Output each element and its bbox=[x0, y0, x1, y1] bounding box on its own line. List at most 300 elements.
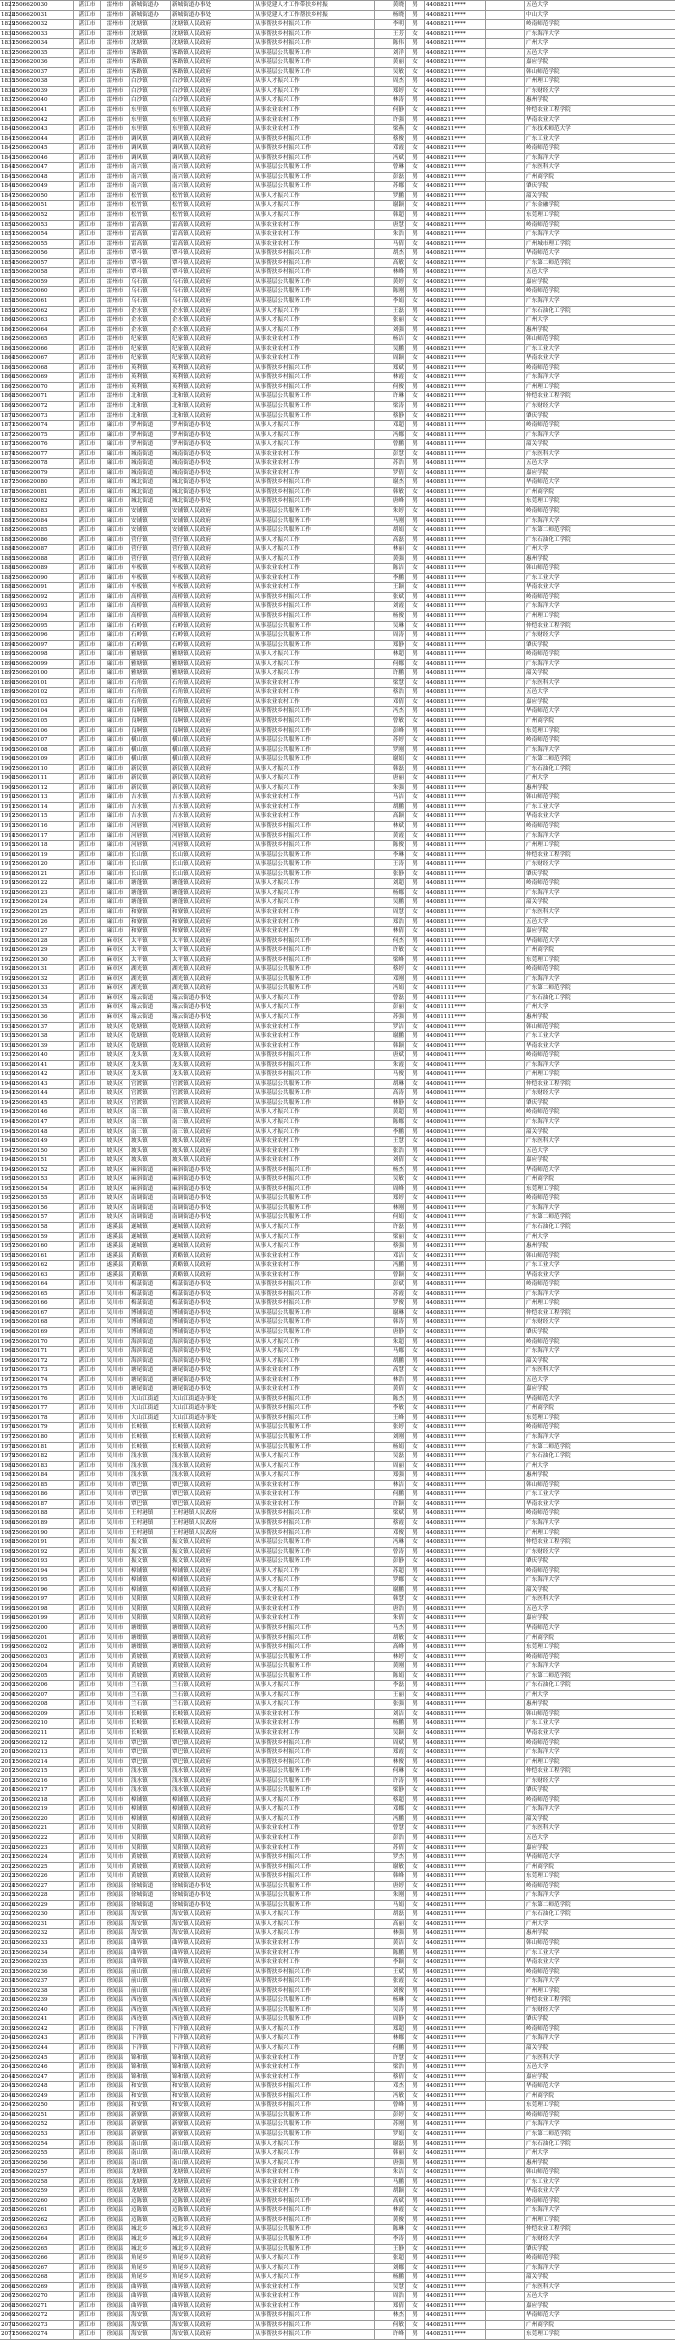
service-post-cell: 从事农业农村工作 bbox=[254, 354, 375, 364]
recruiting-unit-cell: 前山镇人民政府 bbox=[171, 1977, 254, 1987]
row-number-cell: 1993 bbox=[0, 1585, 11, 1595]
row-number-cell: 1979 bbox=[0, 1452, 11, 1462]
gender-cell: 女 bbox=[406, 2110, 425, 2120]
district-cell: 前山镇 bbox=[130, 1967, 171, 1977]
blank-cell bbox=[486, 898, 525, 908]
exam-id-cell: 2506620161 bbox=[11, 1251, 74, 1261]
district-cell: 龙头镇 bbox=[130, 1060, 171, 1070]
table-row bbox=[0, 1853, 675, 1863]
exam-id-cell: 2506620270 bbox=[11, 2292, 74, 2302]
exam-id-cell: 2506620216 bbox=[11, 1776, 74, 1786]
exam-id-cell: 2506620054 bbox=[11, 230, 74, 240]
school-cell: 华南农业大学 bbox=[525, 1041, 675, 1051]
city-cell: 廉江市 bbox=[101, 669, 130, 679]
city-cell: 吴川市 bbox=[101, 1289, 130, 1299]
district-cell: 黄略镇 bbox=[130, 1261, 171, 1271]
exam-id-cell: 2506620100 bbox=[11, 669, 74, 679]
gender-cell: 女 bbox=[406, 1576, 425, 1586]
id-number-cell: 44082511**** bbox=[425, 2254, 486, 2264]
table-row bbox=[0, 430, 675, 440]
table-row bbox=[0, 2034, 675, 2044]
service-post-cell: 从事基层公共服务工作 bbox=[254, 1996, 375, 2006]
table-row bbox=[0, 1423, 675, 1433]
recruiting-unit-cell: 海安镇人民政府 bbox=[171, 2320, 254, 2330]
city-cell: 坡头区 bbox=[101, 1117, 130, 1127]
row-number-cell: 1920 bbox=[0, 888, 11, 898]
gender-cell: 女 bbox=[406, 1022, 425, 1032]
recruiting-unit-cell: 坡头镇人民政府 bbox=[171, 1156, 254, 1166]
table-row bbox=[0, 373, 675, 383]
recruiting-unit-cell: 浅水镇人民政府 bbox=[171, 1786, 254, 1796]
row-number-cell: 1936 bbox=[0, 1041, 11, 1051]
province-cell: 湛江市 bbox=[74, 2110, 101, 2120]
name-cell: 王峰 bbox=[375, 1413, 406, 1423]
city-cell: 吴川市 bbox=[101, 1328, 130, 1338]
city-cell: 吴川市 bbox=[101, 1356, 130, 1366]
name-cell: 许敏 bbox=[375, 946, 406, 956]
recruiting-unit-cell: 兰石镇人民政府 bbox=[171, 1681, 254, 1691]
table-row bbox=[0, 39, 675, 49]
table-row bbox=[0, 1289, 675, 1299]
name-cell: 陈娜 bbox=[375, 1117, 406, 1127]
table-row bbox=[0, 1528, 675, 1538]
school-cell: 广东海洋大学 bbox=[525, 29, 675, 39]
id-number-cell: 44088311**** bbox=[425, 1328, 486, 1338]
province-cell: 湛江市 bbox=[74, 1337, 101, 1347]
province-cell: 湛江市 bbox=[74, 1671, 101, 1681]
id-number-cell: 44088211**** bbox=[425, 258, 486, 268]
service-post-cell: 从事帮扶乡村振兴工作 bbox=[254, 1289, 375, 1299]
blank-cell bbox=[486, 1442, 525, 1452]
exam-id-cell: 2506620168 bbox=[11, 1318, 74, 1328]
school-cell: 岭南师范学院 bbox=[525, 1509, 675, 1519]
id-number-cell: 44080411**** bbox=[425, 1041, 486, 1051]
table-row bbox=[0, 831, 675, 841]
blank-cell bbox=[486, 172, 525, 182]
exam-id-cell: 2506620252 bbox=[11, 2120, 74, 2130]
gender-cell: 女 bbox=[406, 1538, 425, 1548]
service-post-cell: 从事帮扶乡村振兴工作 bbox=[254, 592, 375, 602]
service-post-cell: 从事基层公共服务工作 bbox=[254, 401, 375, 411]
exam-id-cell: 2506620080 bbox=[11, 478, 74, 488]
city-cell: 徐闻县 bbox=[101, 2311, 130, 2321]
row-number-cell: 1834 bbox=[0, 67, 11, 77]
exam-id-cell: 2506620096 bbox=[11, 631, 74, 641]
gender-cell: 男 bbox=[406, 1375, 425, 1385]
city-cell: 坡头区 bbox=[101, 1108, 130, 1118]
row-number-cell: 2059 bbox=[0, 2215, 11, 2225]
gender-cell: 女 bbox=[406, 2263, 425, 2273]
district-cell: 龙头镇 bbox=[130, 1051, 171, 1061]
id-number-cell: 44088211**** bbox=[425, 48, 486, 58]
exam-id-cell: 2506620247 bbox=[11, 2072, 74, 2082]
recruiting-unit-cell: 车板镇人民政府 bbox=[171, 564, 254, 574]
province-cell: 湛江市 bbox=[74, 182, 101, 192]
blank-cell bbox=[486, 1184, 525, 1194]
gender-cell: 男 bbox=[406, 1566, 425, 1576]
table-row bbox=[0, 879, 675, 889]
school-cell: 嘉应学院 bbox=[525, 697, 675, 707]
recruiting-unit-cell: 南三镇人民政府 bbox=[171, 1127, 254, 1137]
id-number-cell: 44088311**** bbox=[425, 1662, 486, 1672]
province-cell: 湛江市 bbox=[74, 1585, 101, 1595]
service-post-cell: 从事农业农村工作 bbox=[254, 1137, 375, 1147]
id-number-cell: 44088211**** bbox=[425, 411, 486, 421]
service-post-cell: 从事基层公共服务工作 bbox=[254, 1442, 375, 1452]
blank-cell bbox=[486, 48, 525, 58]
row-number-cell: 2061 bbox=[0, 2234, 11, 2244]
recruiting-unit-cell: 覃斗镇人民政府 bbox=[171, 249, 254, 259]
province-cell: 湛江市 bbox=[74, 1566, 101, 1576]
province-cell: 湛江市 bbox=[74, 335, 101, 345]
name-cell: 杨鹏 bbox=[375, 1719, 406, 1729]
school-cell: 广州城市理工学院 bbox=[525, 239, 675, 249]
name-cell: 王静 bbox=[375, 2244, 406, 2254]
school-cell: 广州大学 bbox=[525, 1232, 675, 1242]
province-cell: 湛江市 bbox=[74, 2187, 101, 2197]
service-post-cell: 从事帮扶乡村振兴工作 bbox=[254, 1853, 375, 1863]
province-cell: 湛江市 bbox=[74, 907, 101, 917]
exam-id-cell: 2506620242 bbox=[11, 2024, 74, 2034]
id-number-cell: 44088111**** bbox=[425, 917, 486, 927]
table-row bbox=[0, 936, 675, 946]
blank-cell bbox=[486, 974, 525, 984]
service-post-cell: 从事帮扶乡村振兴工作 bbox=[254, 1757, 375, 1767]
province-cell: 湛江市 bbox=[74, 1041, 101, 1051]
gender-cell: 女 bbox=[406, 965, 425, 975]
recruiting-unit-cell: 南山镇人民政府 bbox=[171, 2149, 254, 2159]
row-number-cell: 2036 bbox=[0, 1996, 11, 2006]
district-cell: 黄坡镇 bbox=[130, 1662, 171, 1672]
city-cell: 吴川市 bbox=[101, 1805, 130, 1815]
province-cell: 湛江市 bbox=[74, 1853, 101, 1863]
city-cell: 雷州市 bbox=[101, 335, 130, 345]
school-cell: 仲恺农业工程学院 bbox=[525, 106, 675, 116]
city-cell: 廉江市 bbox=[101, 478, 130, 488]
service-post-cell: 从事人才振兴工作 bbox=[254, 1700, 375, 1710]
name-cell: 陈洁 bbox=[375, 564, 406, 574]
gender-cell: 男 bbox=[406, 2292, 425, 2302]
table-row bbox=[0, 1022, 675, 1032]
recruiting-unit-cell: 营仔镇人民政府 bbox=[171, 545, 254, 555]
row-number-cell: 2021 bbox=[0, 1853, 11, 1863]
exam-id-cell: 2506620051 bbox=[11, 201, 74, 211]
district-cell: 瑞云街道 bbox=[130, 993, 171, 1003]
exam-id-cell: 2506620183 bbox=[11, 1461, 74, 1471]
province-cell: 湛江市 bbox=[74, 707, 101, 717]
district-cell: 迈陈镇 bbox=[130, 2196, 171, 2206]
city-cell: 廉江市 bbox=[101, 592, 130, 602]
table-row bbox=[0, 2263, 675, 2273]
gender-cell: 女 bbox=[406, 296, 425, 306]
school-cell: 广东财经大学 bbox=[525, 2234, 675, 2244]
name-cell: 马娟 bbox=[375, 1900, 406, 1910]
school-cell: 广东工业大学 bbox=[525, 1032, 675, 1042]
service-post-cell: 从事人才振兴工作 bbox=[254, 96, 375, 106]
recruiting-unit-cell: 曲界镇人民政府 bbox=[171, 1939, 254, 1949]
city-cell: 廉江市 bbox=[101, 535, 130, 545]
district-cell: 官渡镇 bbox=[130, 1098, 171, 1108]
service-post-cell: 从事人才振兴工作 bbox=[254, 764, 375, 774]
row-number-cell: 1896 bbox=[0, 659, 11, 669]
exam-id-cell: 2506620037 bbox=[11, 67, 74, 77]
exam-id-cell: 2506620177 bbox=[11, 1404, 74, 1414]
recruiting-unit-cell: 和安镇人民政府 bbox=[171, 2082, 254, 2092]
exam-id-cell: 2506620049 bbox=[11, 182, 74, 192]
province-cell: 湛江市 bbox=[74, 506, 101, 516]
name-cell: 彭慧 bbox=[375, 449, 406, 459]
recruiting-unit-cell: 瑞云街道办事处 bbox=[171, 1012, 254, 1022]
id-number-cell: 44088111**** bbox=[425, 812, 486, 822]
blank-cell bbox=[486, 2110, 525, 2120]
school-cell: 嘉应学院 bbox=[525, 58, 675, 68]
gender-cell: 女 bbox=[406, 1461, 425, 1471]
name-cell: 谢娟 bbox=[375, 755, 406, 765]
city-cell: 雷州市 bbox=[101, 77, 130, 87]
name-cell: 谢杰 bbox=[375, 478, 406, 488]
name-cell: 苏强 bbox=[375, 1012, 406, 1022]
province-cell: 湛江市 bbox=[74, 1604, 101, 1614]
table-row bbox=[0, 2254, 675, 2264]
school-cell: 广州大学 bbox=[525, 1003, 675, 1013]
service-post-cell: 从事农业农村工作 bbox=[254, 335, 375, 345]
gender-cell: 女 bbox=[406, 2206, 425, 2216]
gender-cell: 男 bbox=[406, 1585, 425, 1595]
province-cell: 湛江市 bbox=[74, 573, 101, 583]
exam-id-cell: 2506620041 bbox=[11, 106, 74, 116]
city-cell: 雷州市 bbox=[101, 249, 130, 259]
school-cell: 岭南师范学院 bbox=[525, 879, 675, 889]
service-post-cell: 从事农业农村工作 bbox=[254, 678, 375, 688]
city-cell: 坡头区 bbox=[101, 1213, 130, 1223]
school-cell: 广州大学 bbox=[525, 774, 675, 784]
recruiting-unit-cell: 东里镇人民政府 bbox=[171, 125, 254, 135]
city-cell: 吴川市 bbox=[101, 1452, 130, 1462]
province-cell: 湛江市 bbox=[74, 20, 101, 30]
district-cell: 南兴镇 bbox=[130, 163, 171, 173]
blank-cell bbox=[486, 2196, 525, 2206]
city-cell: 麻章区 bbox=[101, 1012, 130, 1022]
gender-cell: 女 bbox=[406, 812, 425, 822]
school-cell: 韶关学院 bbox=[525, 1127, 675, 1137]
exam-id-cell: 2506620124 bbox=[11, 898, 74, 908]
table-row bbox=[0, 86, 675, 96]
blank-cell bbox=[486, 401, 525, 411]
exam-id-cell: 2506620115 bbox=[11, 812, 74, 822]
gender-cell: 男 bbox=[406, 2063, 425, 2073]
blank-cell bbox=[486, 1834, 525, 1844]
id-number-cell: 44088311**** bbox=[425, 1709, 486, 1719]
table-row bbox=[0, 382, 675, 392]
blank-cell bbox=[486, 993, 525, 1003]
recruiting-unit-cell: 吴阳镇人民政府 bbox=[171, 1834, 254, 1844]
school-cell: 岭南师范学院 bbox=[525, 1967, 675, 1977]
province-cell: 湛江市 bbox=[74, 802, 101, 812]
school-cell: 嘉应学院 bbox=[525, 468, 675, 478]
blank-cell bbox=[486, 411, 525, 421]
service-post-cell: 从事农业农村工作 bbox=[254, 2177, 375, 2187]
recruiting-unit-cell: 浅水镇人民政府 bbox=[171, 1461, 254, 1471]
district-cell: 徐城街道 bbox=[130, 1900, 171, 1910]
name-cell: 唐丽 bbox=[375, 774, 406, 784]
table-row bbox=[0, 2024, 675, 2034]
exam-id-cell: 2506620107 bbox=[11, 736, 74, 746]
school-cell: 广州商学院 bbox=[525, 2091, 675, 2101]
province-cell: 湛江市 bbox=[74, 1728, 101, 1738]
school-cell: 广东海洋大学 bbox=[525, 831, 675, 841]
district-cell: 松竹镇 bbox=[130, 201, 171, 211]
row-number-cell: 2060 bbox=[0, 2225, 11, 2235]
name-cell: 郑静 bbox=[375, 640, 406, 650]
id-number-cell: 44088211**** bbox=[425, 58, 486, 68]
city-cell: 徐闻县 bbox=[101, 2168, 130, 2178]
school-cell: 肇庆学院 bbox=[525, 1786, 675, 1796]
exam-id-cell: 2506620200 bbox=[11, 1623, 74, 1633]
id-number-cell: 44088311**** bbox=[425, 1728, 486, 1738]
city-cell: 廉江市 bbox=[101, 774, 130, 784]
table-row bbox=[0, 1280, 675, 1290]
row-number-cell: 1923 bbox=[0, 917, 11, 927]
gender-cell: 男 bbox=[406, 1146, 425, 1156]
recruiting-unit-cell: 海滨街道办事处 bbox=[171, 1337, 254, 1347]
name-cell: 陈俊 bbox=[375, 841, 406, 851]
id-number-cell: 44088311**** bbox=[425, 1862, 486, 1872]
province-cell: 湛江市 bbox=[74, 1299, 101, 1309]
service-post-cell: 从事帮扶乡村振兴工作 bbox=[254, 1623, 375, 1633]
gender-cell: 女 bbox=[406, 1098, 425, 1108]
id-number-cell: 44088311**** bbox=[425, 1824, 486, 1834]
service-post-cell: 从事基层公共服务工作 bbox=[254, 1662, 375, 1672]
row-number-cell: 1883 bbox=[0, 535, 11, 545]
table-row bbox=[0, 1051, 675, 1061]
gender-cell: 男 bbox=[406, 1032, 425, 1042]
table-row bbox=[0, 296, 675, 306]
table-row bbox=[0, 1786, 675, 1796]
gender-cell: 女 bbox=[406, 2129, 425, 2139]
exam-id-cell: 2506620179 bbox=[11, 1423, 74, 1433]
id-number-cell: 44088111**** bbox=[425, 506, 486, 516]
city-cell: 吴川市 bbox=[101, 1518, 130, 1528]
name-cell: 何静 bbox=[375, 106, 406, 116]
recruiting-unit-cell: 北和镇人民政府 bbox=[171, 392, 254, 402]
gender-cell: 男 bbox=[406, 2101, 425, 2111]
row-number-cell: 2046 bbox=[0, 2091, 11, 2101]
recruiting-unit-cell: 罗州街道办事处 bbox=[171, 430, 254, 440]
recruiting-unit-cell: 西连镇人民政府 bbox=[171, 2015, 254, 2025]
school-cell: 岭南师范学院 bbox=[525, 2024, 675, 2034]
province-cell: 湛江市 bbox=[74, 564, 101, 574]
city-cell: 廉江市 bbox=[101, 860, 130, 870]
row-number-cell: 1879 bbox=[0, 497, 11, 507]
province-cell: 湛江市 bbox=[74, 134, 101, 144]
id-number-cell: 44082311**** bbox=[425, 1232, 486, 1242]
exam-id-cell: 2506620272 bbox=[11, 2311, 74, 2321]
id-number-cell: 44088311**** bbox=[425, 1767, 486, 1777]
name-cell: 林超 bbox=[375, 650, 406, 660]
province-cell: 湛江市 bbox=[74, 678, 101, 688]
service-post-cell: 从事农业农村工作 bbox=[254, 1270, 375, 1280]
district-cell: 湖光镇 bbox=[130, 965, 171, 975]
row-number-cell: 2033 bbox=[0, 1967, 11, 1977]
service-post-cell: 从事人才振兴工作 bbox=[254, 1012, 375, 1022]
exam-id-cell: 2506620060 bbox=[11, 287, 74, 297]
school-cell: 广东海洋大学 bbox=[525, 1891, 675, 1901]
table-row bbox=[0, 736, 675, 746]
district-cell: 樟铺镇 bbox=[130, 1576, 171, 1586]
row-number-cell: 1835 bbox=[0, 77, 11, 87]
school-cell: 岭南师范学院 bbox=[525, 1194, 675, 1204]
row-number-cell: 1960 bbox=[0, 1270, 11, 1280]
service-post-cell: 从事人才振兴工作 bbox=[254, 2139, 375, 2149]
name-cell: 林浩 bbox=[375, 1375, 406, 1385]
service-post-cell: 从事帮扶乡村振兴工作 bbox=[254, 363, 375, 373]
table-row bbox=[0, 506, 675, 516]
table-row bbox=[0, 1996, 675, 2006]
table-row bbox=[0, 287, 675, 297]
row-number-cell: 1861 bbox=[0, 325, 11, 335]
gender-cell: 女 bbox=[406, 1442, 425, 1452]
city-cell: 徐闻县 bbox=[101, 2034, 130, 2044]
gender-cell: 女 bbox=[406, 86, 425, 96]
service-post-cell: 从事帮扶乡村振兴工作 bbox=[254, 1060, 375, 1070]
id-number-cell: 44080411**** bbox=[425, 1089, 486, 1099]
table-row bbox=[0, 1862, 675, 1872]
service-post-cell: 从事农业农村工作 bbox=[254, 1939, 375, 1949]
gender-cell: 男 bbox=[406, 1, 425, 11]
name-cell: 苏刚 bbox=[375, 2120, 406, 2130]
province-cell: 湛江市 bbox=[74, 1805, 101, 1815]
table-row bbox=[0, 927, 675, 937]
city-cell: 徐闻县 bbox=[101, 2320, 130, 2330]
school-cell: 广州理工学院 bbox=[525, 1070, 675, 1080]
recruiting-unit-cell: 海安镇人民政府 bbox=[171, 1929, 254, 1939]
name-cell: 唐婷 bbox=[375, 1881, 406, 1891]
table-row bbox=[0, 1442, 675, 1452]
district-cell: 博铺街道 bbox=[130, 1308, 171, 1318]
blank-cell bbox=[486, 1595, 525, 1605]
city-cell: 吴川市 bbox=[101, 1738, 130, 1748]
school-cell: 广东第二师范学院 bbox=[525, 1900, 675, 1910]
province-cell: 湛江市 bbox=[74, 1652, 101, 1662]
city-cell: 吴川市 bbox=[101, 1366, 130, 1376]
gender-cell: 女 bbox=[406, 1194, 425, 1204]
province-cell: 湛江市 bbox=[74, 1557, 101, 1567]
school-cell: 肇庆学院 bbox=[525, 2244, 675, 2254]
district-cell: 海滨街道 bbox=[130, 1356, 171, 1366]
district-cell: 沈塘镇 bbox=[130, 39, 171, 49]
district-cell: 黄坡镇 bbox=[130, 1671, 171, 1681]
service-post-cell: 从事农业农村工作 bbox=[254, 459, 375, 469]
service-post-cell: 从事农业农村工作 bbox=[254, 344, 375, 354]
city-cell: 廉江市 bbox=[101, 717, 130, 727]
district-cell: 长山镇 bbox=[130, 860, 171, 870]
city-cell: 吴川市 bbox=[101, 1538, 130, 1548]
exam-id-cell: 2506620091 bbox=[11, 583, 74, 593]
row-number-cell: 1827 bbox=[0, 1, 11, 11]
school-cell: 广东财经大学 bbox=[525, 631, 675, 641]
exam-id-cell: 2506620174 bbox=[11, 1375, 74, 1385]
district-cell: 龙头镇 bbox=[130, 1070, 171, 1080]
row-number-cell: 1996 bbox=[0, 1614, 11, 1624]
service-post-cell: 从事基层公共服务工作 bbox=[254, 2110, 375, 2120]
row-number-cell: 1852 bbox=[0, 239, 11, 249]
service-post-cell: 从事人才振兴工作 bbox=[254, 1471, 375, 1481]
province-cell: 湛江市 bbox=[74, 1184, 101, 1194]
row-number-cell: 1876 bbox=[0, 468, 11, 478]
row-number-cell: 1847 bbox=[0, 191, 11, 201]
exam-id-cell: 2506620257 bbox=[11, 2168, 74, 2178]
row-number-cell: 1877 bbox=[0, 478, 11, 488]
